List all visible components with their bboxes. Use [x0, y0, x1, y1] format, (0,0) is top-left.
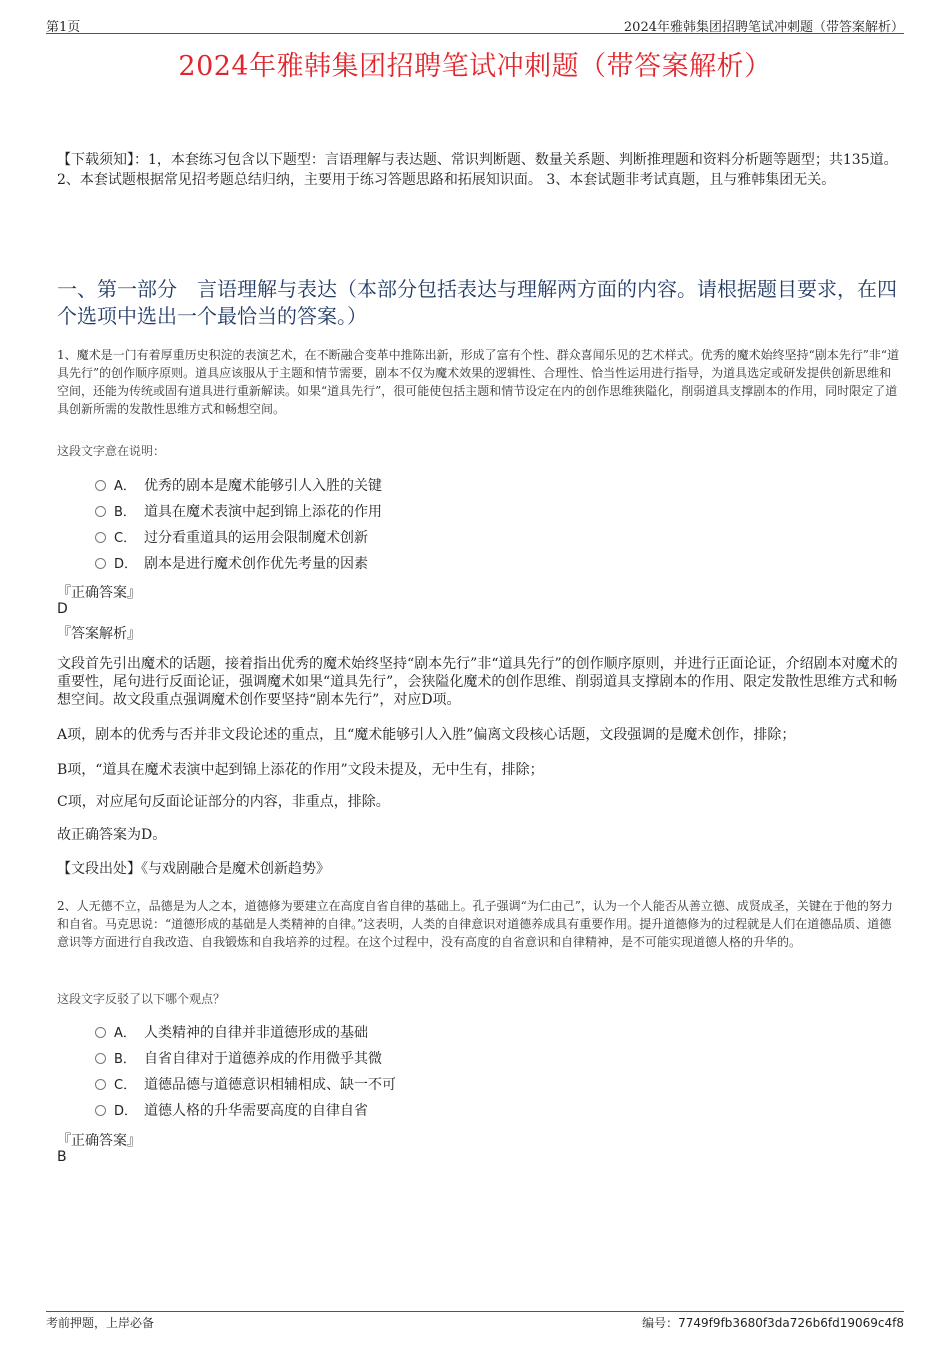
analysis-paragraph: 故正确答案为D。 [57, 827, 167, 843]
section-heading: 一、第一部分 言语理解与表达（本部分包括表达与理解两方面的内容。请根据题目要求，在四个选项中选出一个最恰当的答案。） [57, 277, 897, 328]
radio-icon[interactable] [95, 558, 106, 569]
radio-icon[interactable] [95, 1053, 106, 1064]
document-id-code: 7749f9fb3680f3da726b6fd19069c4f8 [678, 1316, 904, 1330]
question-2-option-b[interactable] [95, 1049, 382, 1069]
question-1-option-d[interactable] [95, 554, 368, 574]
question-1-option-c[interactable] [95, 528, 368, 548]
option-text: 优秀的剧本是魔术能够引人入胜的关键 [144, 478, 382, 494]
question-2-prompt: 这段文字反驳了以下哪个观点？ [57, 992, 226, 1006]
document-id [642, 1314, 904, 1331]
analysis-paragraph: 文段首先引出魔术的话题，接着指出优秀的魔术始终坚持“剧本先行”非“道具先行”的创作顺序原则，并进行正面论证，介绍剧本对魔术的重要性，尾句进行反面论证，强调魔术如果“道具先行”，会狭隘化魔术的创作思维、削弱道具支撑剧本的作用、限定发散性思维方式和畅想空间。故文段重点强调魔术创作要坚持“剧本先行”，对应D项。 [57, 656, 898, 708]
analysis-paragraph: C项，对应尾句反面论证部分的内容，非重点，排除。 [57, 794, 390, 810]
question-2-option-d[interactable] [95, 1101, 368, 1121]
correct-answer-label: 『正确答案』 [57, 1133, 141, 1149]
option-letter: A． [114, 1026, 136, 1041]
question-1-prompt: 这段文字意在说明： [57, 444, 166, 458]
option-text: 自省自律对于道德养成的作用微乎其微 [144, 1051, 382, 1067]
running-header-title: 2024年雅韩集团招聘笔试冲刺题（带答案解析） [623, 20, 904, 35]
option-text: 道具在魔术表演中起到锦上添花的作用 [144, 504, 382, 520]
analysis-paragraph: A项，剧本的优秀与否并非文段论述的重点，且“魔术能够引人入胜”偏离文段核心话题，文段强调的是魔术创作，排除； [57, 727, 796, 743]
option-text: 道德人格的升华需要高度的自律自省 [144, 1103, 368, 1119]
option-letter: D． [114, 557, 138, 572]
document-id-label: 编号： [642, 1316, 679, 1330]
radio-icon[interactable] [95, 1027, 106, 1038]
option-letter: C． [114, 1078, 137, 1093]
analysis-label: 『答案解析』 [57, 626, 141, 642]
option-letter: B． [114, 505, 136, 520]
option-letter: A． [114, 479, 136, 494]
radio-icon[interactable] [95, 1105, 106, 1116]
radio-icon[interactable] [95, 532, 106, 543]
header-divider [46, 33, 904, 34]
option-letter: D． [114, 1104, 138, 1119]
page-number: 第1页 [46, 20, 81, 35]
question-2-option-c[interactable] [95, 1075, 396, 1095]
option-text: 过分看重道具的运用会限制魔术创新 [144, 530, 368, 546]
question-1-option-a[interactable] [95, 476, 382, 496]
correct-answer: D [57, 601, 68, 617]
analysis-paragraph: B项，“道具在魔术表演中起到锦上添花的作用”文段未提及，无中生有，排除； [57, 762, 544, 778]
download-notice: 【下载须知】：1，本套练习包含以下题型：言语理解与表达题、常识判断题、数量关系题、判断推理题和资料分析题等题型；共135道。 2、本套试题根据常见招考题总结归纳，主要用于练习答题思路和拓展知识面。 3、本套试题非考试真题，且与雅韩集团无关。 [57, 152, 898, 188]
option-letter: C． [114, 531, 137, 546]
option-text: 剧本是进行魔术创作优先考量的因素 [144, 556, 368, 572]
source-citation: 【文段出处】《与戏剧融合是魔术创新趋势》 [57, 861, 330, 877]
radio-icon[interactable] [95, 480, 106, 491]
question-2-text: 2、人无德不立，品德是为人之本，道德修为要建立在高度自省自律的基础上。孔子强调“为仁由己”，认为一个人能否从善立德、成贤成圣，关键在于他的努力和自省。马克思说：“道德形成的基础是人类精神的自律。”这表明，人类的自律意识对道德养成具有重要作用。提升道德修为的过程就是人们在道德品质、道德意识等方面进行自我改造、自我锻炼和自我培养的过程。在这个过程中，没有高度的自省意识和自律精神，是不可能实现道德人格的升华的。 [57, 899, 893, 949]
radio-icon[interactable] [95, 506, 106, 517]
option-letter: B． [114, 1052, 136, 1067]
radio-icon[interactable] [95, 1079, 106, 1090]
option-text: 人类精神的自律并非道德形成的基础 [144, 1025, 368, 1041]
question-1-text: 1、魔术是一门有着厚重历史积淀的表演艺术，在不断融合变革中推陈出新，形成了富有个性、群众喜闻乐见的艺术样式。优秀的魔术始终坚持“剧本先行”非“道具先行”的创作顺序原则。道具应该服从于主题和情节需要，剧本不仅为魔术效果的逻辑性、合理性、恰当性运用进行指导，为道具选定或研发提供创新思维和空间，还能为传统或固有道具进行重新解读。如果“道具先行”，很可能使包括主题和情节设定在内的创作思维狭隘化，削弱道具支撑剧本的作用，同时限定了道具创新所需的发散性思维方式和畅想空间。 [57, 348, 900, 416]
footer-slogan: 考前押题，上岸必备 [46, 1316, 155, 1330]
option-text: 道德品德与道德意识相辅相成、缺一不可 [144, 1077, 396, 1093]
document-title: 2024年雅韩集团招聘笔试冲刺题（带答案解析） [178, 51, 772, 82]
question-1-option-b[interactable] [95, 502, 382, 522]
correct-answer-label: 『正确答案』 [57, 585, 141, 601]
correct-answer: B [57, 1149, 67, 1165]
footer-divider [46, 1311, 904, 1312]
question-2-option-a[interactable] [95, 1023, 368, 1043]
